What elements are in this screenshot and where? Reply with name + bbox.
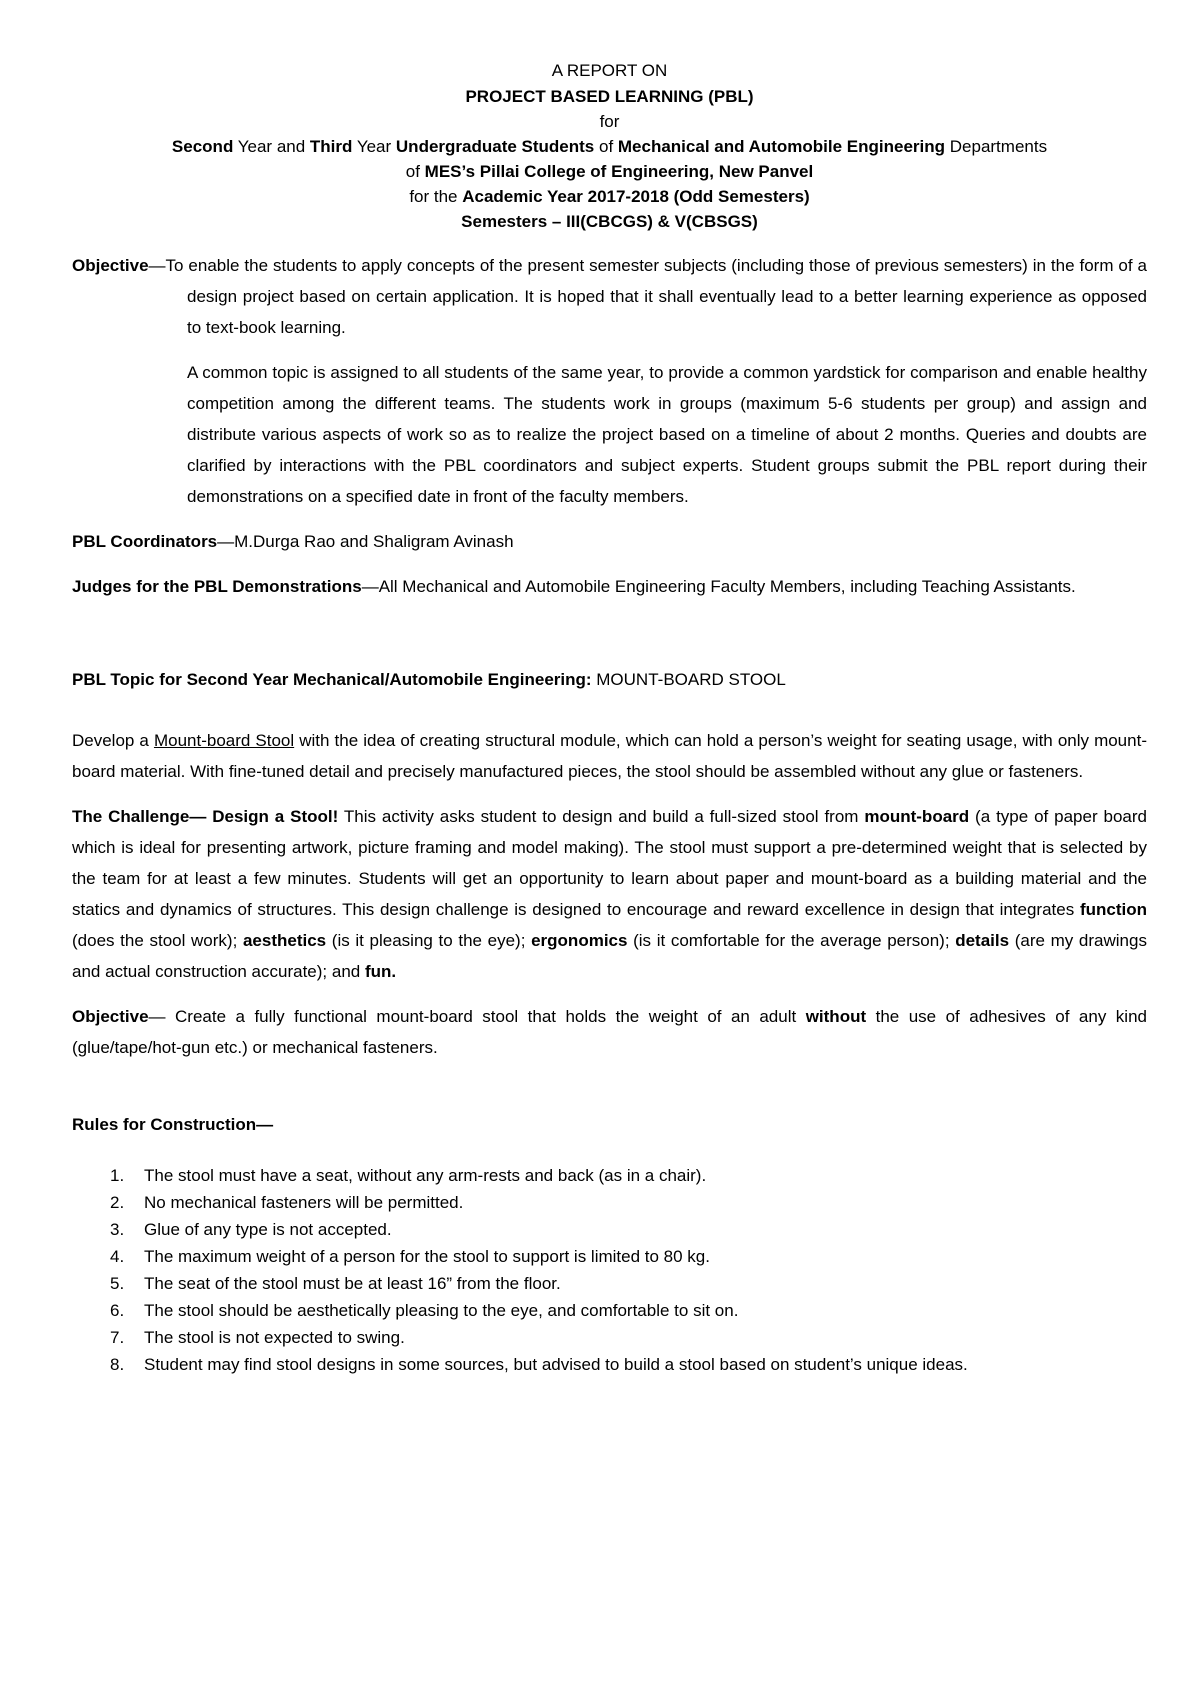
list-item-number: 6. (110, 1301, 125, 1320)
objective2-label: Objective (72, 1007, 149, 1026)
header-text: Year and (233, 137, 310, 156)
list-item-text: The stool should be aesthetically pleasing to the eye, and comfortable to sit on. (144, 1301, 739, 1320)
judges-paragraph (72, 571, 1147, 602)
header-line-semesters (72, 209, 1147, 234)
topic-text: MOUNT-BOARD STOOL (591, 670, 786, 689)
list-item (72, 1324, 1147, 1351)
list-item-number: 4. (110, 1247, 125, 1266)
header-semesters: Semesters – III(CBCGS) & V(CBSGS) (461, 212, 758, 231)
list-item-text: Student may find stool designs in some sources, but advised to build a stool based on student’s unique ideas. (144, 1355, 968, 1374)
develop-text: with the idea of creating structural module, which can hold a person’s weight for seating usage, with only mount-board material. With fine-tuned detail and precisely manufactured pieces, the stool should be assembled without any glue or fasteners. (72, 731, 1147, 781)
header-text: Departments (945, 137, 1048, 156)
challenge-text: (are my drawings and actual construction accurate); and (72, 931, 1147, 981)
objective-paragraph (72, 250, 1147, 343)
objective2-paragraph (72, 1001, 1147, 1063)
header-line-pbl (72, 84, 1147, 109)
header-departments-names: Mechanical and Automobile Engineering (617, 137, 946, 156)
objective2-bold-without: without (805, 1007, 867, 1026)
header-line-report-on: A REPORT ON (551, 61, 668, 80)
list-item-number: 1. (110, 1166, 125, 1185)
header-college-name: MES’s Pillai College of Engineering, New Panvel (424, 162, 814, 181)
list-item-text: The stool is not expected to swing. (144, 1328, 405, 1347)
header-text: for the (409, 187, 463, 206)
rules-list (72, 1162, 1147, 1378)
list-item-number: 7. (110, 1328, 125, 1347)
header-line-college (72, 159, 1147, 184)
header-academic-year: Academic Year 2017-2018 (Odd Semesters) (462, 187, 810, 206)
judges-text: —All Mechanical and Automobile Engineering Faculty Members, including Teaching Assistants. (361, 577, 1076, 596)
coordinators-text: —M.Durga Rao and Shaligram Avinash (217, 532, 514, 551)
challenge-bold-mount-board: mount-board (864, 807, 970, 826)
list-item (72, 1189, 1147, 1216)
list-item-text: The seat of the stool must be at least 16” from the floor. (144, 1274, 561, 1293)
list-item-number: 8. (110, 1355, 125, 1374)
list-item-text: The maximum weight of a person for the stool to support is limited to 80 kg. (144, 1247, 710, 1266)
develop-text: Develop a (72, 731, 154, 750)
report-header (72, 58, 1147, 234)
list-item (72, 1351, 1147, 1378)
list-item-text: No mechanical fasteners will be permitted. (144, 1193, 464, 1212)
challenge-bold-fun: fun. (364, 962, 397, 981)
coordinators-paragraph (72, 526, 1147, 557)
header-third: Third (309, 137, 353, 156)
list-item-number: 5. (110, 1274, 125, 1293)
judges-label: Judges for the PBL Demonstrations (72, 577, 362, 596)
topic-paragraph (72, 664, 1147, 695)
challenge-bold-function: function (1079, 900, 1147, 919)
develop-paragraph (72, 725, 1147, 787)
header-line-students (72, 134, 1147, 159)
challenge-text: (a type of paper board which is ideal for presenting artwork, picture framing and model making). The stool must support a pre-determined weight that is selected by the team for at least a few minutes. Students will get an opportunity to learn about paper and mount-board as a building material and the statics and dynamics of structures. This design challenge is designed to encourage and reward excellence in design that integrates (72, 807, 1147, 919)
challenge-label: The Challenge— Design a Stool! (72, 807, 339, 826)
document-page (72, 58, 1147, 1378)
list-item (72, 1270, 1147, 1297)
challenge-text: (does the stool work); (72, 931, 243, 950)
list-item (72, 1216, 1147, 1243)
list-item-number: 2. (110, 1193, 125, 1212)
list-item-text: The stool must have a seat, without any arm-rests and back (as in a chair). (144, 1166, 707, 1185)
coordinators-label: PBL Coordinators (72, 532, 218, 551)
challenge-bold-details: details (955, 931, 1010, 950)
header-pbl-title: PROJECT BASED LEARNING (PBL) (465, 87, 754, 106)
list-item-text: Glue of any type is not accepted. (144, 1220, 392, 1239)
header-text: Year (352, 137, 396, 156)
challenge-text: (is it pleasing to the eye); (326, 931, 532, 950)
mount-board-stool-underlined: Mount-board Stool (153, 731, 295, 750)
rules-heading (72, 1109, 1147, 1140)
rules-heading-text: Rules for Construction— (72, 1115, 274, 1134)
header-text: of (594, 137, 618, 156)
header-line-academic-year (72, 184, 1147, 209)
header-second: Second (171, 137, 234, 156)
objective2-text: — Create a fully functional mount-board stool that holds the weight of an adult (148, 1007, 806, 1026)
list-item (72, 1162, 1147, 1189)
objective2-text: the use of adhesives of any kind (glue/tape/hot-gun etc.) or mechanical fasteners. (72, 1007, 1147, 1057)
objective-text: —To enable the students to apply concepts of the present semester subjects (including those of previous semesters) in the form of a design project based on certain application. It is hoped that it shall eventually lead to a better learning experience as opposed to text-book learning. (148, 256, 1147, 337)
header-ug-students: Undergraduate Students (395, 137, 595, 156)
challenge-bold-aesthetics: aesthetics (242, 931, 327, 950)
objective-label: Objective (72, 256, 149, 275)
topic-label: PBL Topic for Second Year Mechanical/Automobile Engineering: (72, 670, 592, 689)
challenge-bold-ergonomics: ergonomics (531, 931, 628, 950)
list-item (72, 1243, 1147, 1270)
header-text: of (405, 162, 425, 181)
list-item-number: 3. (110, 1220, 125, 1239)
challenge-paragraph (72, 801, 1147, 987)
header-line-for: for (599, 112, 620, 131)
list-item (72, 1297, 1147, 1324)
challenge-text: (is it comfortable for the average person); (627, 931, 956, 950)
challenge-text: This activity asks student to design and build a full-sized stool from (338, 807, 865, 826)
common-topic-paragraph: A common topic is assigned to all students of the same year, to provide a common yardstick for comparison and enable healthy competition among the different teams. The students work in groups (maximum 5-6 students per group) and assign and distribute various aspects of work so as to realize the project based on a timeline of about 2 months. Queries and doubts are clarified by interactions with the PBL coordinators and subject experts. Student groups submit the PBL report during their demonstrations on a specified date in front of the faculty members. (187, 363, 1147, 506)
